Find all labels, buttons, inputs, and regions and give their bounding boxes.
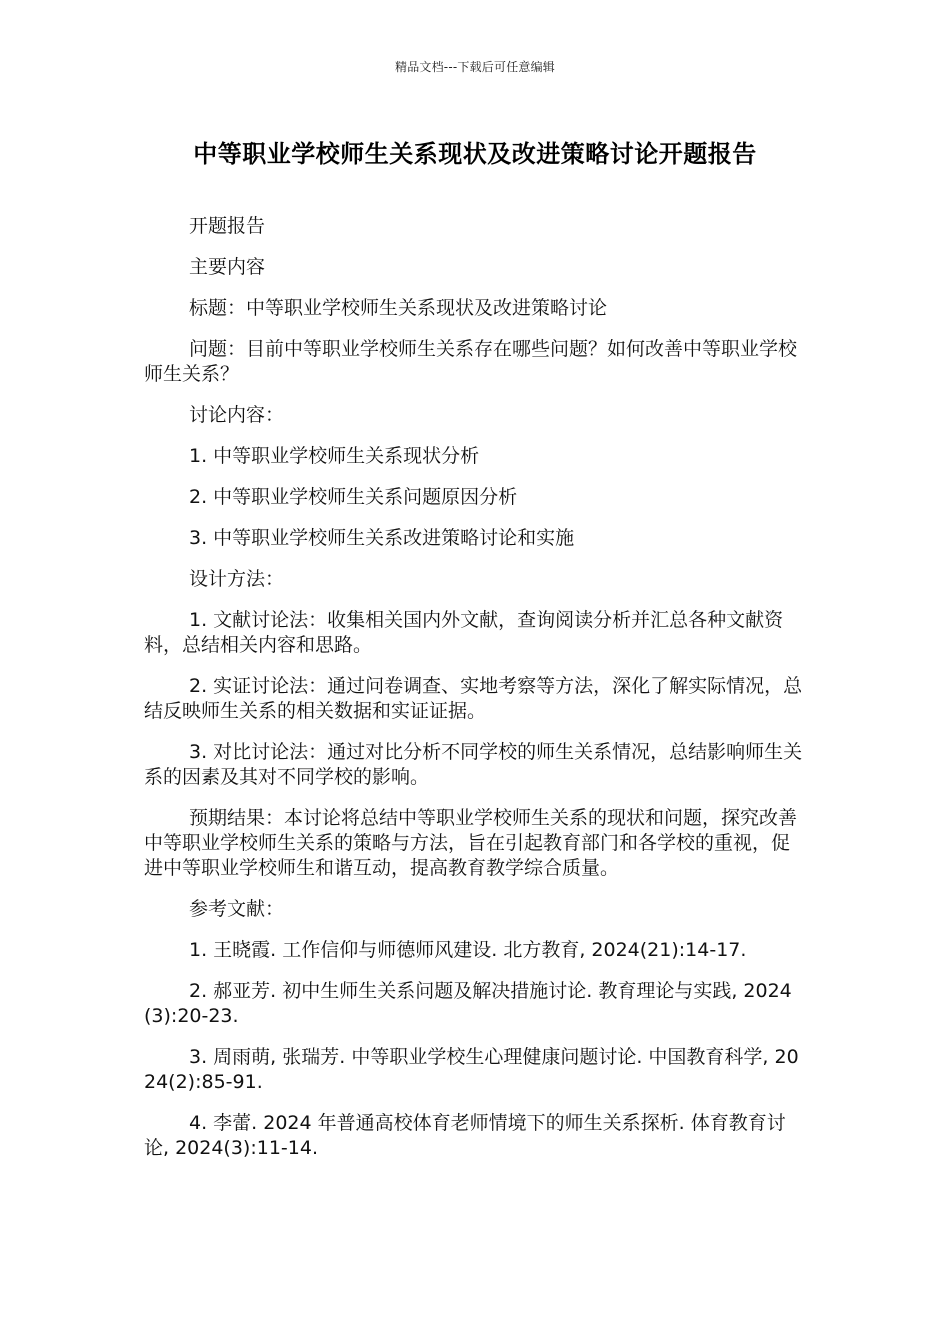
paragraph-discussion-item-1: 1. 中等职业学校师生关系现状分析 [189,445,480,467]
paragraph-reference-2: 2. 郝亚芳. 初中生师生关系问题及解决措施讨论. 教育理论与实践, 2024(3):20-23. [144,980,792,1027]
paragraph-main-content: 主要内容 [189,256,266,278]
paragraph-reference-1: 1. 王晓霞. 工作信仰与师德师风建设. 北方教育, 2024(21):14-17. [189,939,747,961]
paragraph-expected-result: 预期结果：本讨论将总结中等职业学校师生关系的现状和问题，探究改善中等职业学校师生关系的策略与方法，旨在引起教育部门和各学校的重视，促进中等职业学校师生和谐互动，提高教育教学综合质量。 [144,807,798,879]
paragraph-method-item-1: 1. 文献讨论法：收集相关国内外文献，查询阅读分析并汇总各种文献资料，总结相关内容和思路。 [144,609,784,656]
paragraph-method-item-3: 3. 对比讨论法：通过对比分析不同学校的师生关系情况，总结影响师生关系的因素及其对不同学校的影响。 [144,741,803,788]
paragraph-references-heading: 参考文献： [189,898,285,920]
paragraph-report-heading: 开题报告 [189,215,266,237]
paragraph-question: 问题：目前中等职业学校师生关系存在哪些问题？如何改善中等职业学校师生关系？ [144,338,798,385]
document-body [144,214,804,1177]
paragraph-discussion-item-2: 2. 中等职业学校师生关系问题原因分析 [189,486,518,508]
paragraph-reference-4: 4. 李蕾. 2024 年普通高校体育老师情境下的师生关系探析. 体育教育讨论, 2024(3):11-14. [144,1112,786,1159]
paragraph-method-heading: 设计方法： [189,568,285,590]
paragraph-topic: 标题：中等职业学校师生关系现状及改进策略讨论 [189,297,608,319]
paragraph-discussion-item-3: 3. 中等职业学校师生关系改进策略讨论和实施 [189,527,575,549]
header-note: 精品文档---下载后可任意编辑 [395,60,555,74]
paragraph-method-item-2: 2. 实证讨论法：通过问卷调查、实地考察等方法，深化了解实际情况，总结反映师生关系的相关数据和实证证据。 [144,675,803,722]
paragraph-reference-3: 3. 周雨萌, 张瑞芳. 中等职业学校生心理健康问题讨论. 中国教育科学, 2024(2):85-91. [144,1046,799,1093]
document-title: 中等职业学校师生关系现状及改进策略讨论开题报告 [193,140,757,168]
paragraph-discussion-heading: 讨论内容： [189,404,285,426]
